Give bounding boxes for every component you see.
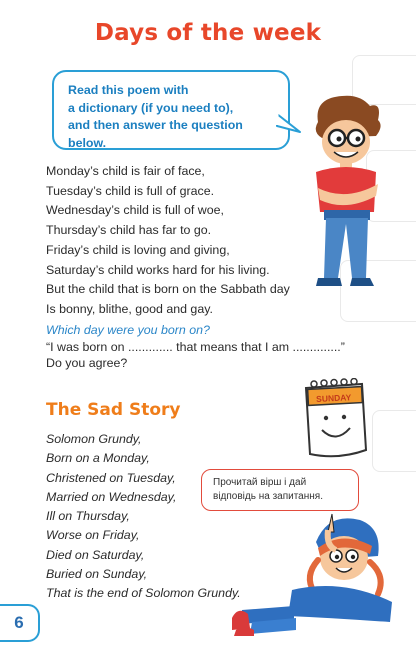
poem-line: Ill on Thursday, — [46, 509, 130, 524]
calendar-icon — [298, 378, 372, 460]
poem-line: Tuesday’s child is full of grace. — [46, 183, 215, 198]
poem-line: Friday’s child is loving and giving, — [46, 242, 230, 257]
poem-line: Is bonny, blithe, good and gay. — [46, 301, 213, 316]
poem-line: Christened on Tuesday, — [46, 470, 176, 485]
instruction-line: Read this poem with — [68, 83, 189, 97]
boy-illustration — [296, 92, 400, 292]
ukrainian-instruction-bubble — [201, 469, 359, 511]
ukrainian-instruction-text — [213, 476, 352, 503]
poem-line: Died on Saturday, — [46, 547, 145, 562]
poem-line: Wednesday’s child is full of woe, — [46, 203, 224, 218]
girl-illustration — [232, 506, 414, 638]
instruction-line: and then answer the question below. — [68, 118, 243, 150]
question-block — [46, 322, 345, 372]
follow-up-question: Do you agree? — [46, 356, 128, 370]
poem-line: Thursday’s child has far to go. — [46, 223, 212, 238]
page-title: Days of the week — [94, 20, 322, 46]
poem-line: Born on a Monday, — [46, 451, 150, 466]
sad-story-title: The Sad Story — [46, 400, 181, 420]
poem-line: Buried on Sunday, — [46, 567, 148, 582]
ukrainian-line: Прочитай вірш і дай — [213, 477, 307, 488]
instruction-text — [68, 82, 278, 152]
calendar-label: SUNDAY — [315, 392, 352, 404]
poem-line: Married on Wednesday, — [46, 489, 177, 504]
poem-line: Solomon Grundy, — [46, 432, 142, 446]
days-poem — [46, 162, 290, 320]
ukrainian-line: відповідь на запитання. — [213, 490, 323, 502]
poem-line: Worse on Friday, — [46, 528, 140, 543]
poem-line: That is the end of Solomon Grundy. — [46, 586, 241, 601]
poem-line: Saturday’s child works hard for his living. — [46, 262, 270, 277]
page-number: 6 — [0, 604, 40, 642]
instruction-line: a dictionary (if you need to), — [68, 100, 234, 115]
poem-line: Monday’s child is fair of face, — [46, 164, 205, 178]
background-ghost-panel — [372, 410, 416, 472]
answer-line: “I was born on ............. that means that I am ..............” — [46, 339, 345, 354]
poem-line: But the child that is born on the Sabbath day — [46, 282, 290, 297]
question-prompt: Which day were you born on? — [46, 323, 210, 337]
sad-story-poem — [46, 430, 241, 604]
instruction-bubble — [52, 70, 290, 150]
